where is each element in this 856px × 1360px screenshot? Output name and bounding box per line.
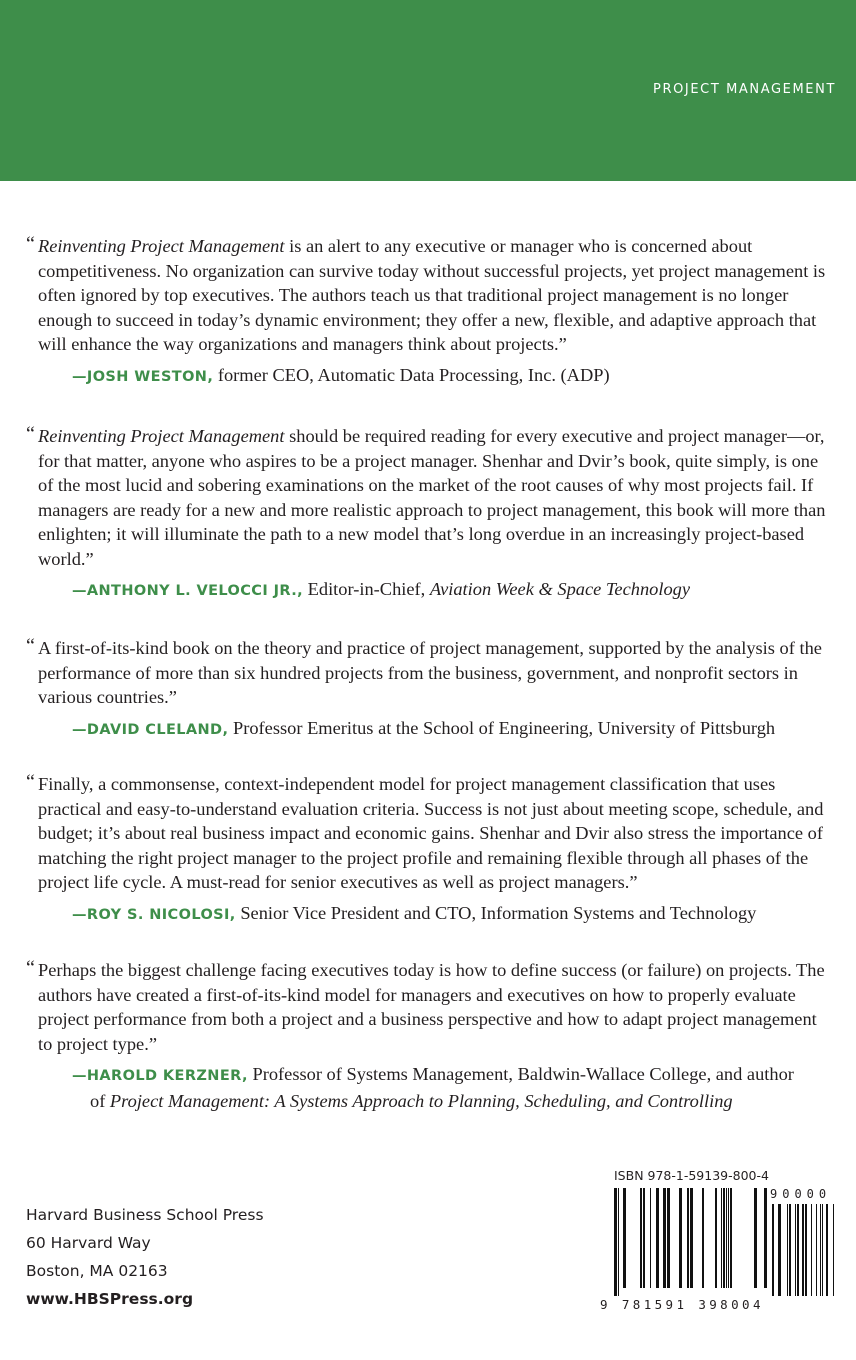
attribution	[72, 363, 833, 390]
publication-title: Project Management: A Systems Approach to Planning, Scheduling, and Controlling	[109, 1090, 733, 1111]
endorsement-quote	[26, 635, 833, 742]
barcode-bar	[778, 1204, 781, 1296]
open-quote-mark: “	[26, 957, 35, 979]
barcode-bar	[715, 1188, 717, 1288]
endorser-name: —ROY S. NICOLOSI,	[72, 906, 236, 923]
endorsement-quote	[26, 423, 833, 604]
barcode-bar	[811, 1204, 812, 1296]
barcode-bar	[795, 1204, 796, 1296]
barcode-bar	[820, 1204, 821, 1296]
attribution	[72, 901, 833, 928]
barcode-bar	[640, 1188, 642, 1288]
barcode-bar	[754, 1188, 757, 1288]
open-quote-mark: “	[26, 635, 35, 657]
barcode-bar	[650, 1188, 651, 1288]
barcode-bar	[702, 1188, 704, 1288]
barcode	[600, 1188, 840, 1298]
barcode-bar	[816, 1204, 817, 1296]
endorser-affiliation: Professor of Systems Management, Baldwin-Wallace College, and author	[247, 1064, 794, 1084]
barcode-bar	[614, 1188, 617, 1296]
barcode-bar	[656, 1188, 659, 1288]
endorsement-quote	[26, 771, 833, 927]
barcode-bar	[679, 1188, 682, 1288]
publisher-name: Harvard Business School Press	[26, 1206, 264, 1224]
barcode-bar	[764, 1188, 767, 1288]
endorser-affiliation: Senior Vice President and CTO, Information Systems and Technology	[235, 902, 757, 923]
endorser-name: —DAVID CLELAND,	[72, 721, 229, 738]
book-title: Reinventing Project Management	[38, 236, 285, 256]
barcode-bar	[726, 1188, 727, 1288]
barcode-bar	[772, 1204, 774, 1296]
barcode-digits: 9 781591 398004	[600, 1297, 764, 1312]
barcode-bar	[623, 1188, 626, 1288]
quote-text: is an alert to any executive or manager who is concerned about competitiveness. No organization can survive today without successful projects, yet project management is often ignored by top executives. The authors teach us that traditional project management is no longer enough to succeed in today’s dynamic environment; they offer a new, flexible, and adaptive approach that will enhance the way organizations and managers think about projects.”	[38, 236, 826, 354]
publisher-address	[26, 1201, 264, 1313]
quote-text: Finally, a commonsense, context-independent model for project management classification that uses practical and easy-to-understand evaluation criteria. Success is not just about meeting scope, schedule, and budget; it’s about real business impact and economic gains. Shenhar and Dvir also stress the importance of matching the right project manager to the project profile and remaining flexible through all phases of the project life cycle. A must-read for senior executives as well as project managers.”	[38, 774, 824, 892]
barcode-bar	[833, 1204, 834, 1296]
endorser-affiliation: Professor Emeritus at the School of Engineering, University of Pittsburgh	[228, 717, 776, 738]
quote-text: Perhaps the biggest challenge facing executives today is how to define success (or failure) on projects. The authors have created a first-of-its-kind model for managers and executives on how to properly evaluate project performance from both a project and a business perspective and how to adapt project management to project type.”	[38, 960, 825, 1054]
barcode-bar	[730, 1188, 732, 1288]
attribution	[72, 1062, 833, 1113]
open-quote-mark: “	[26, 233, 35, 255]
endorser-affiliation: former CEO, Automatic Data Processing, Inc. (ADP)	[213, 364, 610, 385]
barcode-bar	[789, 1204, 791, 1296]
endorser-name: —ANTHONY L. VELOCCI JR.,	[72, 583, 304, 599]
publisher-city: Boston, MA 02163	[26, 1262, 168, 1280]
barcode-bar	[822, 1204, 823, 1296]
endorser-affiliation: Editor-in-Chief,	[303, 579, 430, 599]
barcode-bars	[600, 1188, 840, 1298]
barcode-bar	[690, 1188, 693, 1288]
barcode-bar	[787, 1204, 788, 1296]
quote-text: should be required reading for every executive and project manager—or, for that matter, anyone who aspires to be a project manager. Shenhar and Dvir’s book, quite simply, is one of the most lucid and sobering examinations on the market of the root causes of why most projects fail. If managers are ready for a new and more realistic approach to project management, this book will more than enlighten; it will illuminate the path to a new model that’s long overdue in an increasingly project-based world.”	[38, 426, 826, 569]
affiliation-continuation: of	[90, 1090, 110, 1111]
attribution	[72, 577, 833, 604]
barcode-bar	[618, 1188, 619, 1296]
open-quote-mark: “	[26, 771, 35, 793]
barcode-bar	[826, 1204, 828, 1296]
barcode-bar	[797, 1204, 799, 1296]
endorsement-quote	[26, 233, 833, 389]
barcode-bar	[663, 1188, 666, 1288]
barcode-bar	[723, 1188, 725, 1288]
barcode-bar	[667, 1188, 670, 1288]
attribution	[72, 716, 833, 743]
book-title: Reinventing Project Management	[38, 426, 285, 446]
quote-text: A first-of-its-kind book on the theory and practice of project management, supported by the analysis of the performance of more than six hundred projects from the business, government, and nonprofit sectors in various countries.”	[38, 638, 822, 707]
category-label: PROJECT MANAGEMENT	[653, 82, 836, 97]
barcode-bar	[643, 1188, 645, 1288]
publication-title: Aviation Week & Space Technology	[429, 579, 690, 599]
barcode-bar	[802, 1204, 804, 1296]
endorser-name: —JOSH WESTON,	[72, 368, 214, 385]
price-code: 90000	[770, 1187, 832, 1201]
endorsement-quote	[26, 957, 833, 1113]
endorser-name: —HAROLD KERZNER,	[72, 1068, 248, 1084]
publisher-website[interactable]: www.HBSPress.org	[26, 1290, 194, 1308]
barcode-bar	[728, 1188, 729, 1288]
open-quote-mark: “	[26, 423, 35, 445]
publisher-street: 60 Harvard Way	[26, 1234, 151, 1252]
barcode-bar	[721, 1188, 722, 1288]
barcode-bar	[805, 1204, 807, 1296]
isbn-label: ISBN 978-1-59139-800-4	[614, 1168, 769, 1183]
barcode-bar	[687, 1188, 689, 1288]
header-band	[0, 0, 856, 181]
